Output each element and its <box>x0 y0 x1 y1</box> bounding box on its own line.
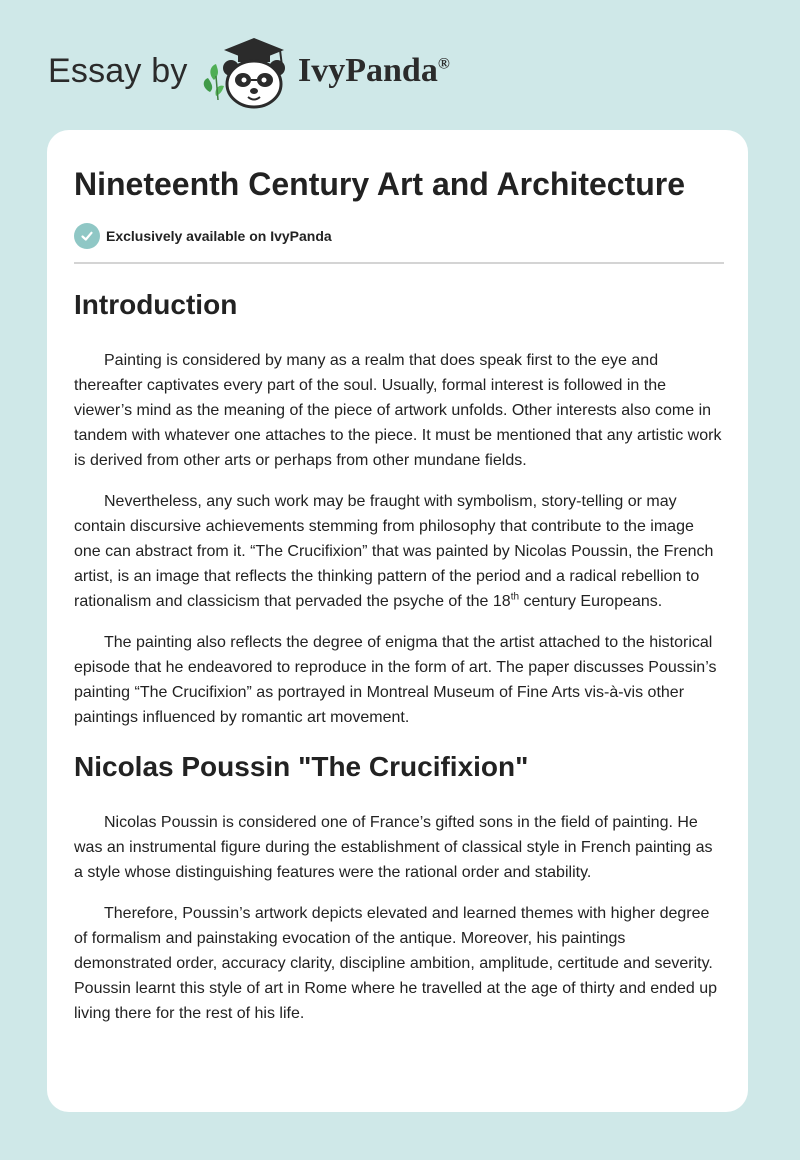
brand-name: IvyPanda® <box>298 52 450 89</box>
brand-header <box>48 34 468 114</box>
ivypanda-logo-icon <box>200 34 296 110</box>
article-card <box>47 130 748 1112</box>
paragraph: Nevertheless, any such work may be fraught with symbolism, story-telling or may contain discursive achievements stemming from philosophy that contribute to the image one can abstract from it. “The Crucifixion” that was painted by Nicolas Poussin, the French artist, is an image that reflects the thinking pattern of the period and a radical rebellion to rationalism and classicism that pervaded the psyche of the 18th century Europeans. <box>74 493 714 610</box>
section-heading-introduction: Introduction <box>74 289 238 320</box>
paragraph: Therefore, Poussin’s artwork depicts elevated and learned themes with higher degree of formalism and painstaking evocation of the antique. Moreover, his paintings demonstrated order, accuracy clarity, discipline ambition, amplitude, certitude and severity. Poussin learnt this style of art in Rome where he travelled at the age of thirty and ended up living there for the rest of his life. <box>74 905 718 1022</box>
divider <box>74 262 724 264</box>
badge-text: Exclusively available on IvyPanda <box>106 228 332 244</box>
exclusive-badge <box>74 222 724 250</box>
paragraph: Nicolas Poussin is considered one of France’s gifted sons in the field of painting. He was an instrumental figure during the establishment of classical style in French painting as a style whose distinguishing features were the rational order and stability. <box>74 814 713 881</box>
article-title: Nineteenth Century Art and Architecture <box>74 166 686 202</box>
paragraph: The painting also reflects the degree of enigma that the artist attached to the historical episode that he endeavored to reproduce in the form of art. The paper discusses Poussin’s painting “The Crucifixion” as portrayed in Montreal Museum of Fine Arts vis-à-vis other paintings influenced by romantic art movement. <box>74 634 717 726</box>
section-heading-poussin: Nicolas Poussin "The Crucifixion" <box>74 751 529 782</box>
brand-prefix: Essay by <box>48 52 188 90</box>
article-content <box>74 130 724 1026</box>
check-icon <box>74 223 100 249</box>
paragraph: Painting is considered by many as a realm that does speak first to the eye and thereafter captivates every part of the soul. Usually, formal interest is followed in the viewer’s mind as the meaning of the piece of artwork unfolds. Other interests also come in tandem with whatever one attaches to the piece. It must be mentioned that any artistic work is derived from other arts or perhaps from other mundane fields. <box>74 352 722 469</box>
